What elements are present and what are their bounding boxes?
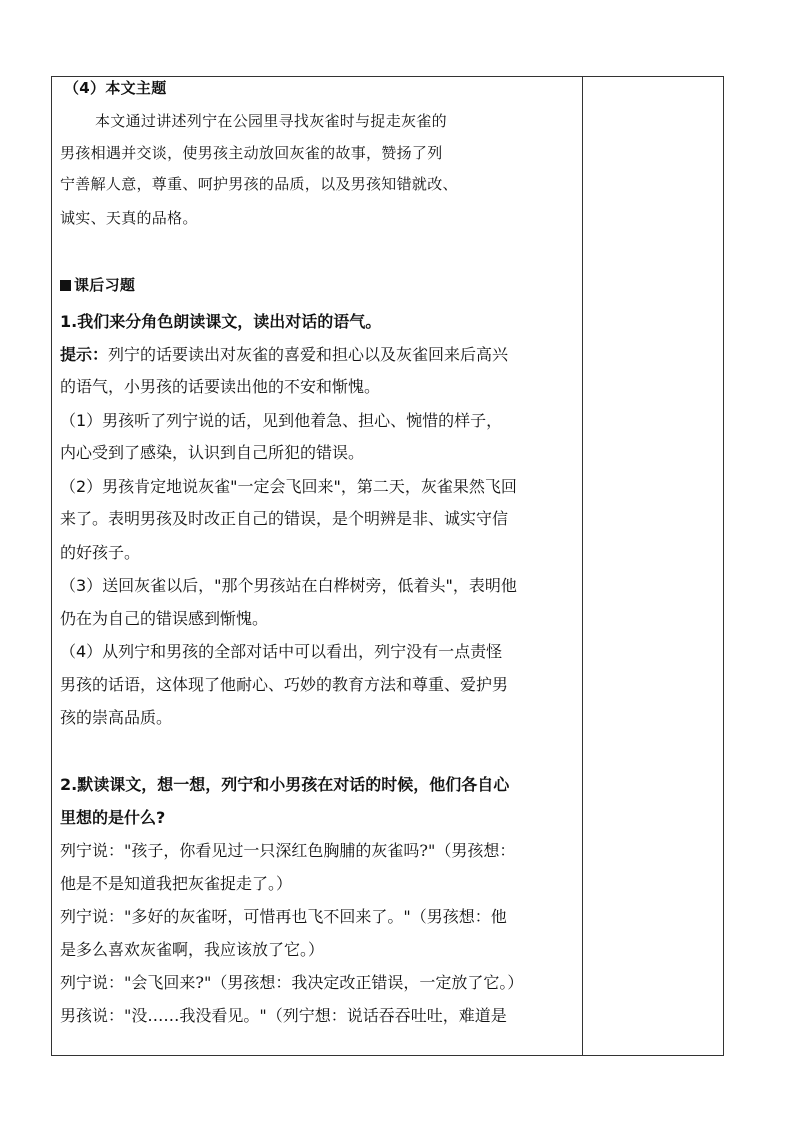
dialogue-1-line-2: 他是不是知道我把灰雀捉走了。）: [60, 874, 293, 893]
exercises-heading: [60, 278, 135, 293]
dialogue-4-line: [60, 1008, 507, 1024]
tip-line-2: 的语气，小男孩的话要读出他的不安和惭愧。: [60, 377, 381, 396]
dialogue-3-thought: （男孩想：我决定改正错误，一定放了它。）: [211, 973, 524, 992]
question-1-title: 1.我们来分角色朗读课文，读出对话的语气。: [60, 312, 382, 331]
dialogue-1-thought: （男孩想：: [435, 841, 516, 860]
point-2-line-3: 的好孩子。: [60, 543, 141, 562]
point-4-line-1: （4）从列宁和男孩的全部对话中可以看出，列宁没有一点责怪: [60, 642, 503, 661]
question-2-title-line-1: 2.默读课文，想一想，列宁和小男孩在对话的时候，他们各自心: [60, 775, 510, 794]
dialogue-3-line: [60, 975, 523, 991]
point-1-line-2: 内心受到了感染，认识到自己所犯的错误。: [60, 443, 365, 462]
point-2-line-1: （2）男孩肯定地说灰雀"一定会飞回来"，第二天，灰雀果然飞回: [60, 477, 517, 496]
point-4-line-2: 男孩的话语，这体现了他耐心、巧妙的教育方法和尊重、爱护男: [60, 675, 509, 694]
theme-line-1: 本文通过讲述列宁在公园里寻找灰雀时与捉走灰雀的: [95, 112, 447, 130]
point-3-line-1: （3）送回灰雀以后，"那个男孩站在白桦树旁，低着头"，表明他: [60, 576, 517, 595]
tip-text: 列宁的话要读出对灰雀的喜爱和担心以及灰雀回来后高兴: [108, 345, 509, 364]
theme-line-3: 宁善解人意，尊重、呵护男孩的品质，以及男孩知错就改、: [60, 175, 458, 193]
theme-line-4: 诚实、天真的品格。: [60, 209, 198, 227]
dialogue-2-quote: 列宁说："多好的灰雀呀，可惜再也飞不回来了。": [60, 907, 411, 926]
dialogue-3-quote: 列宁说："会飞回来?": [60, 973, 212, 992]
dialogue-2-line-1: [60, 909, 507, 925]
point-4-line-3: 孩的崇高品质。: [60, 708, 173, 727]
dialogue-2-thought: （男孩想：他: [410, 907, 507, 926]
dialogue-1-line-1: [60, 843, 515, 859]
dialogue-4-quote: 男孩说："没……我没看见。": [60, 1006, 267, 1025]
dialogue-1-quote: 列宁说："孩子，你看见过一只深红色胸脯的灰雀吗?": [60, 841, 436, 860]
question-2-title-line-2: 里想的是什么?: [60, 808, 166, 827]
section-4-heading: （4）本文主题: [64, 79, 167, 97]
dialogue-4-thought: （列宁想：说话吞吞吐吐，难道是: [266, 1006, 507, 1025]
table-column-divider: [582, 76, 583, 1056]
tip-label: 提示：: [60, 345, 109, 364]
dialogue-2-line-2: 是多么喜欢灰雀啊，我应该放了它。）: [60, 940, 325, 959]
left-content-cell: [51, 76, 582, 1056]
tip-line-1: [60, 347, 508, 363]
black-square-icon: [60, 280, 71, 291]
point-3-line-2: 仍在为自己的错误感到惭愧。: [60, 609, 269, 628]
point-1-line-1: （1）男孩听了列宁说的话，见到他着急、担心、惋惜的样子，: [60, 411, 503, 430]
point-2-line-2: 来了。表明男孩及时改正自己的错误，是个明辨是非、诚实守信: [60, 509, 509, 528]
theme-line-2: 男孩相遇并交谈，使男孩主动放回灰雀的故事，赞扬了列: [60, 144, 443, 162]
exercises-heading-text: 课后习题: [74, 276, 136, 294]
